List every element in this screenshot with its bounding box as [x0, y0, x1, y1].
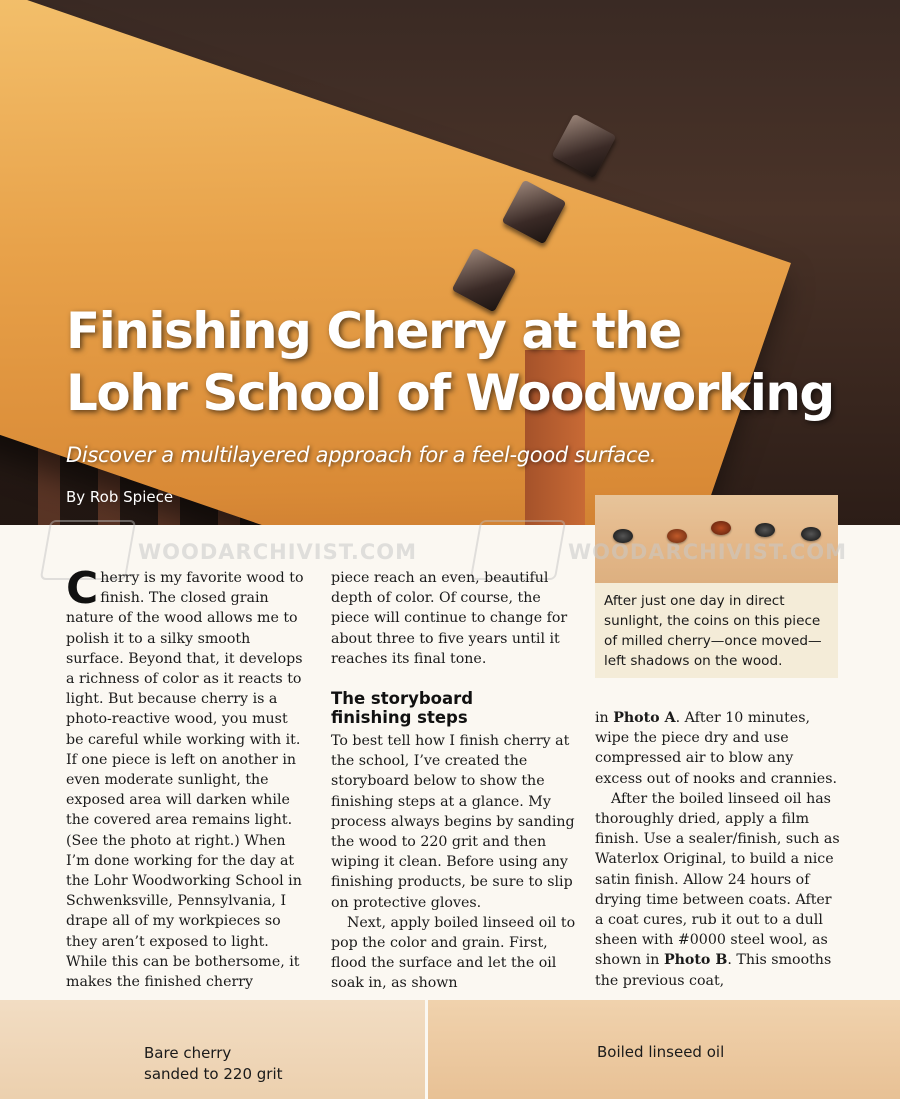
text-fragment: After the boiled linseed oil has thoroughly dried, apply a film finish. Use a sealer/finish, such as Waterlox Original, to build a nice satin finish. Allow 24 hours of drying time between coats. After a coat cures, rub it out to a dull sheen with #0000 steel wool, as shown in [595, 790, 840, 969]
coins-photo [595, 495, 838, 583]
storyboard-paragraph: To best tell how I finish cherry at the school, I’ve created the storyboard below to show the finishing steps at a glance. My process always begins by sanding the wood to 220 grit and then wiping it clean. Before using any finishing products, be sure to slip on protective gloves. [331, 733, 575, 911]
linseed-paragraph: Next, apply boiled linseed oil to pop the color and grain. First, flood the surface and let the oil soak in, as shown [331, 914, 576, 992]
storyboard-boiled-linseed [428, 1000, 900, 1099]
photo-b-ref: Photo B [663, 952, 728, 969]
section-heading [331, 689, 577, 727]
title-line-2: Lohr School of Woodworking [66, 364, 834, 422]
section-heading-box [331, 689, 577, 727]
photo-a-paragraph [595, 708, 843, 789]
title-line-1: Finishing Cherry at the [66, 302, 681, 360]
body-column-1 [66, 563, 304, 992]
text-fragment: . This smooths the previous coat, [595, 952, 832, 989]
body-column-2 [331, 731, 577, 994]
watermark-right: WOODARCHIVIST.COM [568, 540, 847, 564]
drop-cap: C [66, 563, 99, 614]
continuation-paragraph: piece reach an even, beautiful depth of color. Of course, the piece will continue to change for about three to five years until it reaches its final tone. [331, 570, 568, 667]
coin-shadow [755, 523, 775, 537]
film-finish-paragraph [595, 789, 843, 991]
storyboard-label-linseed: Boiled linseed oil [597, 1043, 725, 1061]
article-subtitle: Discover a multilayered approach for a feel-good surface. [66, 443, 657, 467]
label-line-1: Bare cherry [144, 1044, 232, 1062]
storyboard-bare-cherry [0, 1000, 425, 1099]
article-title [66, 300, 886, 424]
watermark-left: WOODARCHIVIST.COM [138, 540, 417, 564]
intro-paragraph [66, 563, 304, 992]
storyboard-label-bare [144, 1043, 283, 1085]
hero-photo [0, 0, 900, 525]
text-fragment: in [595, 710, 614, 726]
text-fragment: . After 10 minutes, wipe the piece dry and use compressed air to blow any excess out of nooks and crannies. [595, 710, 837, 787]
square-peg [552, 114, 617, 179]
coin-shadow [801, 527, 821, 541]
intro-text: herry is my favorite wood to finish. The closed grain nature of the wood allows me to polish it to a silky smooth surface. Beyond that, it develops a richness of color as it reacts to light. But because cherry is a photo-reactive wood, you must be careful while working with it. If one piece is left on another in even moderate sunlight, the exposed area will darken while the covered area remains light. (See the photo at right.) When I’m done working for the day at the Lohr Woodworking School in Schwenksville, Pennsylvania, I drape all of my workpieces so they aren’t exposed to light. While this can be bothersome, it makes the finished cherry [66, 570, 304, 991]
label-line-2: sanded to 220 grit [144, 1065, 283, 1083]
heading-line-1: The storyboard [331, 689, 474, 708]
body-column-3 [595, 708, 843, 991]
byline: By Rob Spiece [66, 488, 174, 506]
photo-a-ref: Photo A [613, 710, 676, 726]
body-column-2-continuation [331, 568, 577, 669]
heading-line-2: finishing steps [331, 708, 468, 727]
coin-shadow [711, 521, 731, 535]
photo-caption: After just one day in direct sunlight, the coins on this piece of milled cherry—once moved—left shadows on the wood. [595, 583, 838, 678]
